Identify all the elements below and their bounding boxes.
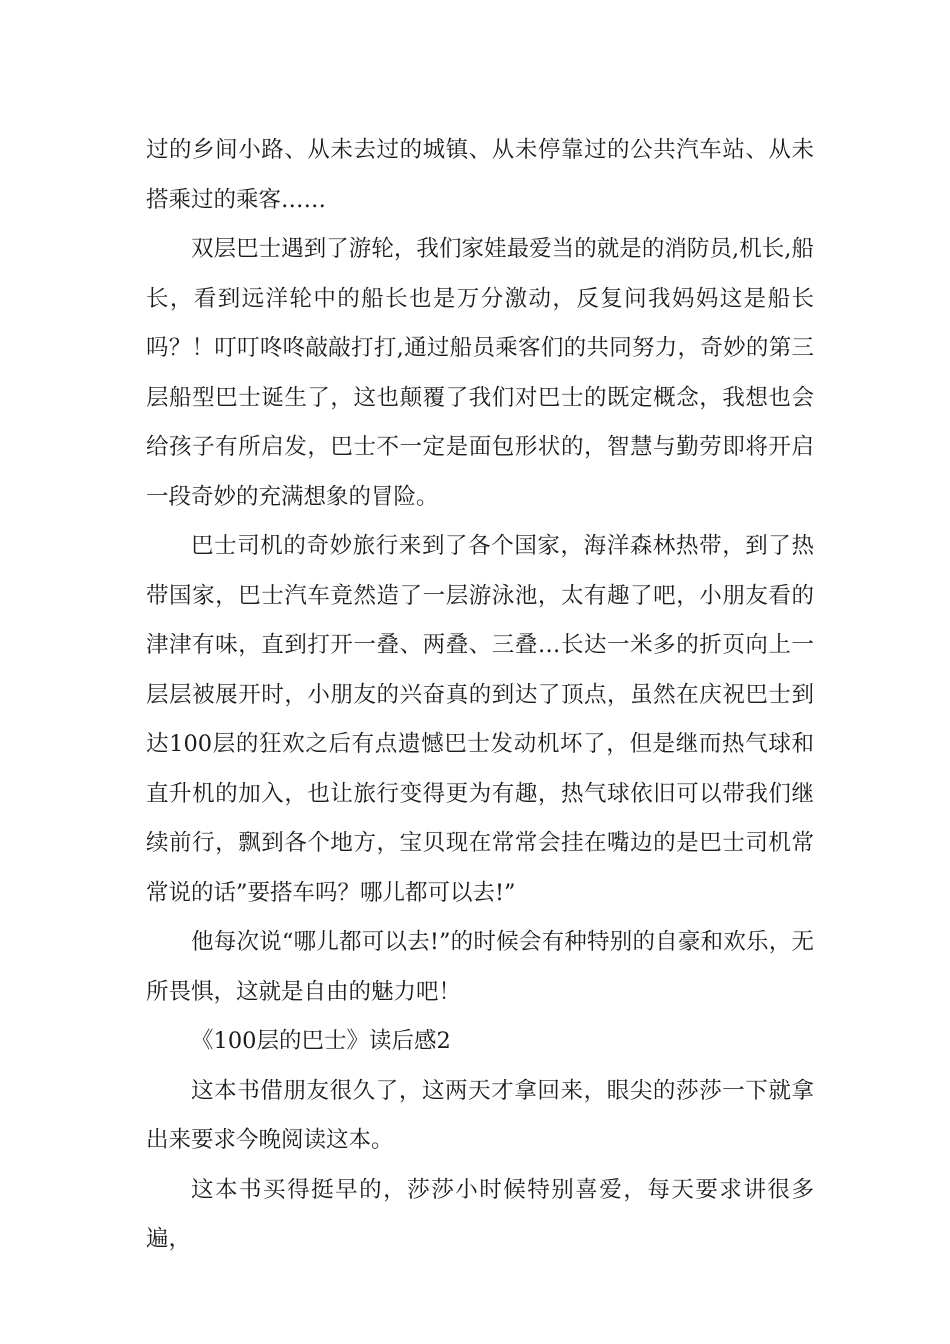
paragraph-4: 他每次说“哪儿都可以去!”的时候会有种特别的自豪和欢乐，无所畏惧，这就是自由的魅力吧！ [146,929,814,1005]
paragraph-6: 这本书买得挺早的，莎莎小时候特别喜爱，每天要求讲很多遍， [146,1176,814,1252]
section-heading: 《100层的巴士》读后感2 [191,1028,451,1054]
paragraph-1: 过的乡间小路、从未去过的城镇、从未停靠过的公共汽车站、从未搭乘过的乘客…… [146,137,814,213]
paragraph-5: 这本书借朋友很久了，这两天才拿回来，眼尖的莎莎一下就拿出来要求今晚阅读这本。 [146,1077,814,1153]
paragraph-2: 双层巴士遇到了游轮，我们家娃最爱当的就是的消防员,机长,船长，看到远洋轮中的船长也是万分激动，反复问我妈妈这是船长吗？！叮叮咚咚敲敲打打,通过船员乘客们的共同努力，奇妙的第三层船型巴士诞生了，这也颠覆了我们对巴士的既定概念，我想也会给孩子有所启发，巴士不一定是面包形状的，智慧与勤劳即将开启一段奇妙的充满想象的冒险。 [146,236,814,510]
body-text [146,126,814,1265]
paragraph-3: 巴士司机的奇妙旅行来到了各个国家，海洋森林热带，到了热带国家，巴士汽车竟然造了一层游泳池，太有趣了吧，小朋友看的津津有味，直到打开一叠、两叠、三叠…长达一米多的折页向上一层层被展开时，小朋友的兴奋真的到达了顶点，虽然在庆祝巴士到达100层的狂欢之后有点遗憾巴士发动机坏了，但是继而热气球和直升机的加入，也让旅行变得更为有趣，热气球依旧可以带我们继续前行，飘到各个地方，宝贝现在常常会挂在嘴边的是巴士司机常常说的话”要搭车吗？哪儿都可以去!” [146,533,814,906]
